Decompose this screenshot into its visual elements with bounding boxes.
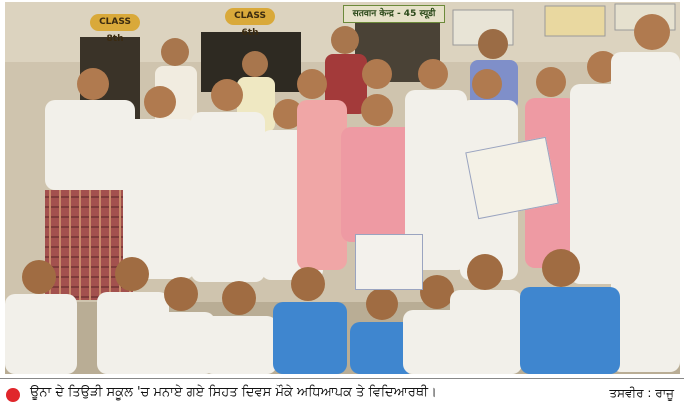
caption-bullet-icon (6, 388, 20, 402)
group-photo (5, 2, 680, 374)
wall-banner: सतवान केन्द्र - 45 स्यूडी (343, 5, 445, 23)
photo-illustration (5, 2, 680, 374)
caption-bar (0, 378, 684, 414)
class-sign-left: CLASS 8th (90, 14, 140, 31)
photo-credit: ਤਸਵੀਰ : ਰਾਜੂ (609, 386, 674, 400)
photo-caption: ਊਨਾ ਦੇ ਤਿਉੜੀ ਸਕੂਲ 'ਚ ਮਨਾਏ ਗਏ ਸਿਹਤ ਦਿਵਸ ਮੌਕੇ ਅਧਿਆਪਕ ਤੇ ਵਿਦਿਆਰਥੀ। (30, 385, 437, 400)
health-placard-front (355, 234, 423, 290)
class-sign-right: CLASS 6th (225, 8, 275, 25)
